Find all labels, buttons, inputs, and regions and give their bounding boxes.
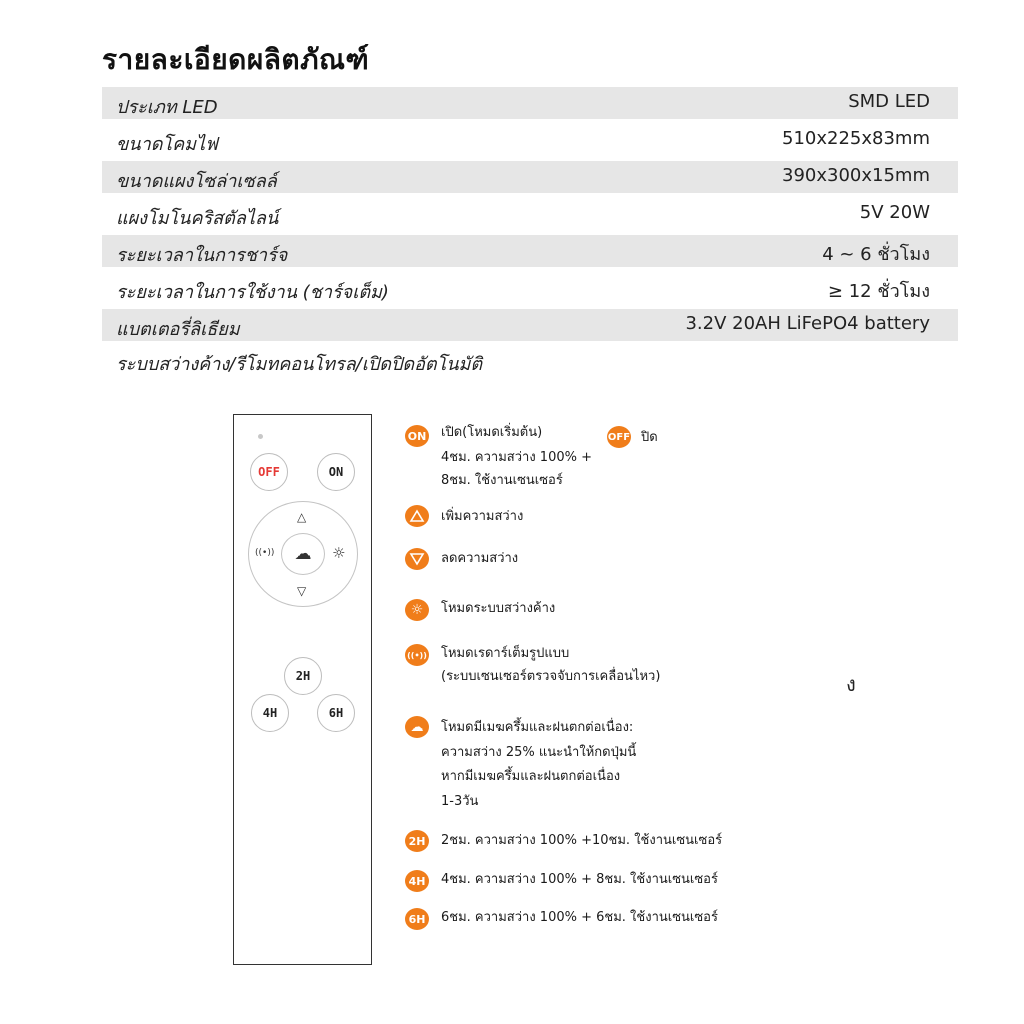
spec-value: SMD LED xyxy=(848,91,930,112)
spec-row-charge-time xyxy=(102,235,958,267)
h4-badge-icon: 4H xyxy=(405,870,429,892)
page-title: รายละเอียดผลิตภัณฑ์ xyxy=(102,43,370,76)
spec-value: 5V 20W xyxy=(859,202,930,223)
spec-row-battery xyxy=(102,309,958,341)
spec-label: ขนาดแผงโซล่าเซลล์ xyxy=(116,171,277,192)
spec-row-led-type xyxy=(102,87,958,119)
legend-cloud-line2: ความสว่าง 25% แนะนำให้กดปุ่มนี้ xyxy=(441,745,637,760)
legend-down-text: ลดความสว่าง xyxy=(441,551,519,566)
remote-up-arrow-icon: △ xyxy=(297,510,307,524)
spec-value: 390x300x15mm xyxy=(782,165,930,186)
spec-value: 510x225x83mm xyxy=(782,128,930,149)
remote-6h-button: 6H xyxy=(317,694,355,732)
spec-value: ≥ 12 ชั่วโมง xyxy=(827,281,930,302)
legend-radar-line1: โหมดเรดาร์เต็มรูปแบบ xyxy=(441,646,570,661)
off-badge-icon: OFF xyxy=(607,426,631,448)
on-badge-icon: ON xyxy=(405,425,429,447)
legend-on-line2: 4ชม. ความสว่าง 100% + xyxy=(441,450,592,465)
legend-off-text: ปิด xyxy=(641,430,658,445)
radar-mode-icon: ((•)) xyxy=(405,644,429,666)
spec-row-panel-size xyxy=(102,161,958,193)
legend-sun-text: โหมดระบบสว่างค้าง xyxy=(441,601,556,616)
remote-led-indicator xyxy=(258,434,263,439)
spec-row-lamp-size xyxy=(102,124,958,156)
h6-badge-icon: 6H xyxy=(405,908,429,930)
features-line: ระบบสว่างค้าง/รีโมทคอนโทรล/เปิดปิดอัตโนมัติ xyxy=(116,354,483,375)
decrease-brightness-icon xyxy=(405,548,429,570)
remote-radar-icon: ((•)) xyxy=(255,548,275,558)
legend-cloud-line1: โหมดมีเมฆครึ้มและฝนตกต่อเนื่อง: xyxy=(441,720,634,735)
legend-on-line3: 8ชม. ใช้งานเซนเซอร์ xyxy=(441,473,563,488)
spec-label: แผงโมโนคริสตัลไลน์ xyxy=(116,208,279,229)
spec-label: ประเภท LED xyxy=(116,97,218,118)
stray-glyph: ง xyxy=(846,672,856,696)
spec-row-mono-panel xyxy=(102,198,958,230)
legend-cloud-line3: หากมีเมฆครึ้มและฝนตกต่อเนื่อง xyxy=(441,769,621,784)
legend-h6-text: 6ชม. ความสว่าง 100% + 6ชม. ใช้งานเซนเซอร์ xyxy=(441,910,718,925)
spec-value: 4 ~ 6 ชั่วโมง xyxy=(822,244,930,265)
remote-down-arrow-icon: ▽ xyxy=(297,584,307,598)
spec-label: ระยะเวลาในการใช้งาน (ชาร์จเต็ม) xyxy=(116,282,389,303)
spec-label: ระยะเวลาในการชาร์จ xyxy=(116,245,288,266)
legend-cloud-line4: 1-3วัน xyxy=(441,794,479,809)
legend-radar-line2: (ระบบเซนเซอร์ตรวจจับการเคลื่อนไหว) xyxy=(441,669,661,684)
legend-on-title: เปิด(โหมดเริ่มต้น) xyxy=(441,425,543,440)
legend-h4-text: 4ชม. ความสว่าง 100% + 8ชม. ใช้งานเซนเซอร์ xyxy=(441,872,718,887)
h2-badge-icon: 2H xyxy=(405,830,429,852)
increase-brightness-icon xyxy=(405,505,429,527)
remote-cloud-button xyxy=(281,533,325,575)
remote-sun-icon: ☼ xyxy=(332,544,346,562)
spec-value: 3.2V 20AH LiFePO4 battery xyxy=(685,313,930,334)
legend-h2-text: 2ชม. ความสว่าง 100% +10ชม. ใช้งานเซนเซอร์ xyxy=(441,833,723,848)
legend-up-text: เพิ่มความสว่าง xyxy=(441,509,524,524)
remote-2h-button: 2H xyxy=(284,657,322,695)
cloud-rain-mode-icon: ☁ xyxy=(405,716,429,738)
sun-mode-icon: ☼ xyxy=(405,599,429,621)
remote-4h-button: 4H xyxy=(251,694,289,732)
spec-label: แบตเตอรี่ลิเธียม xyxy=(116,319,240,340)
remote-on-button: ON xyxy=(317,453,355,491)
cloud-rain-icon: ☁ xyxy=(294,544,312,564)
remote-off-button: OFF xyxy=(250,453,288,491)
spec-row-run-time xyxy=(102,272,958,304)
spec-label: ขนาดโคมไฟ xyxy=(116,134,218,155)
